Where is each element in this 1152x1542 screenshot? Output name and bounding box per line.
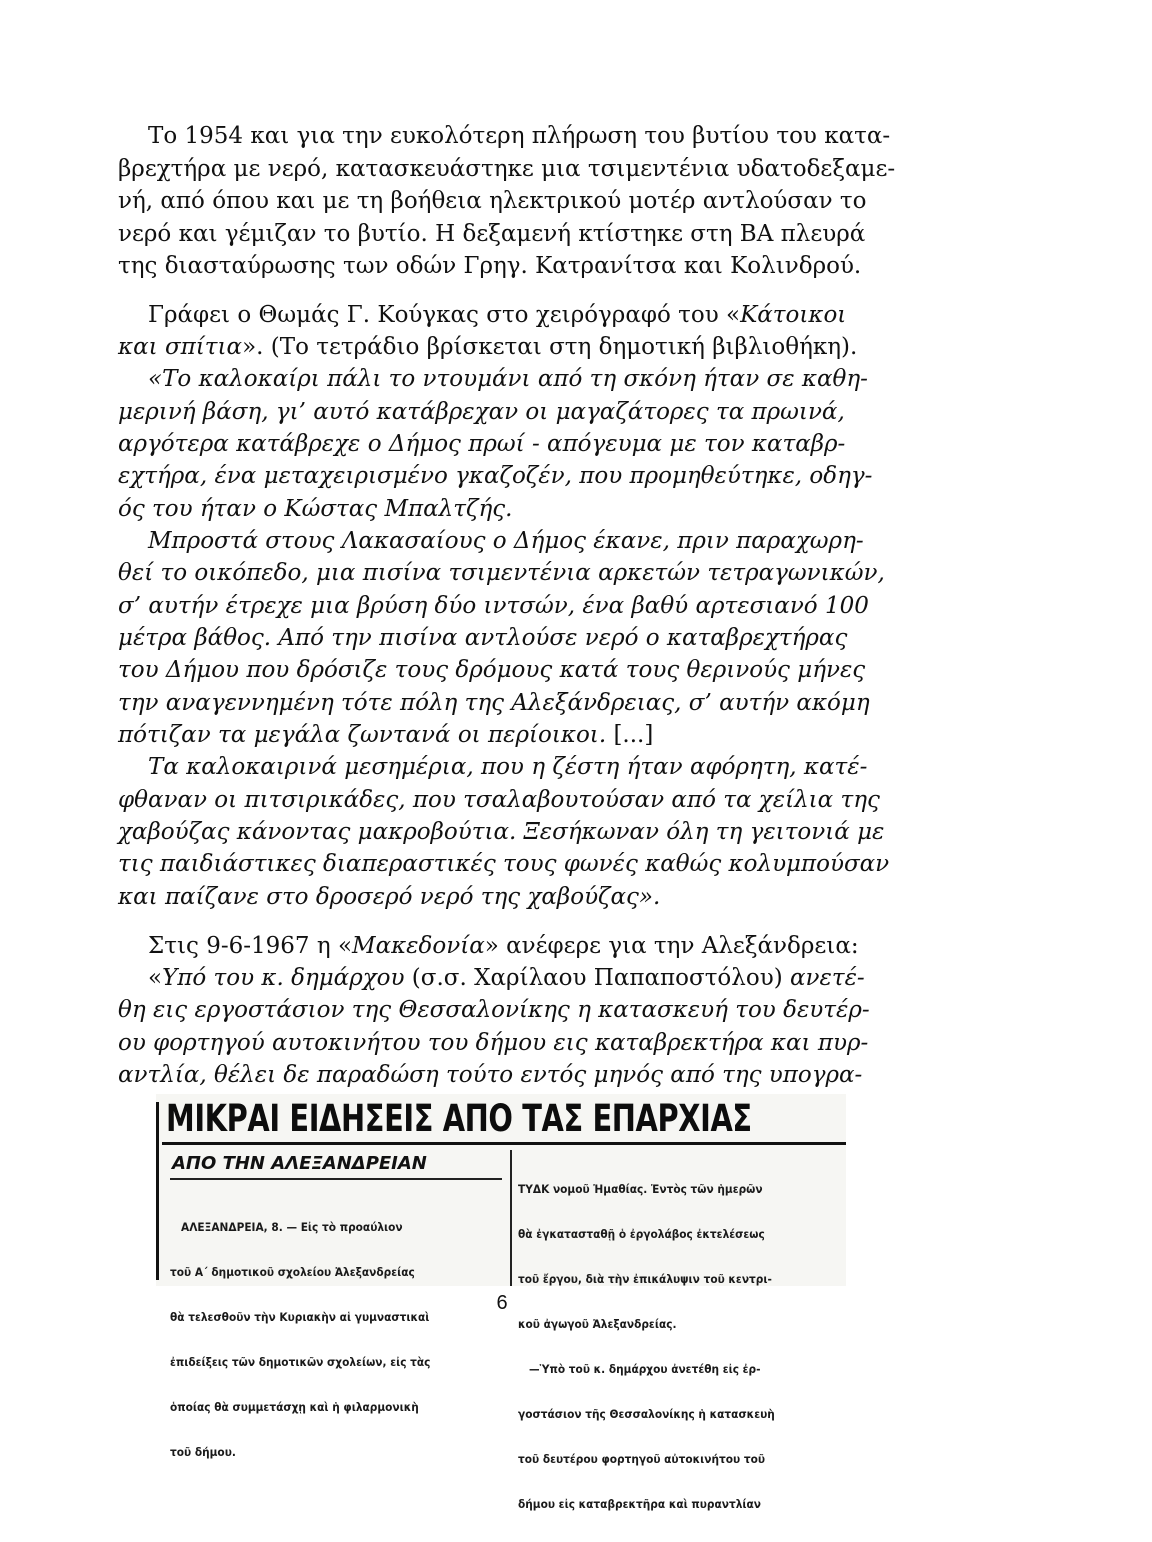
paragraph-1-line: νερό και γέμιζαν το βυτίο. Η δεξαμενή κτίστηκε στη ΒΑ πλευρά [118, 221, 866, 247]
clipping-column-divider [510, 1150, 512, 1286]
quote-1-line: την αναγεννημένη τότε πόλη της Αλεξάνδρειας, σ’ αυτήν ακόμη [118, 690, 870, 716]
clipping-line: τοῦ δήμου. [170, 1445, 236, 1459]
quote-1-line: εχτήρα, ένα μεταχειρισμένο γκαζοζέν, που προμηθεύτηκε, οδηγ- [118, 463, 873, 489]
clipping-line: ἐπιδείξεις τῶν δημοτικῶν σχολείων, εἰς τὰς [170, 1355, 431, 1369]
quote-2-text: « [148, 965, 163, 991]
quote-1-line: σ’ αυτήν έτρεχε μια βρύση δύο ιντσών, ένα βαθύ αρτεσιανό 100 [118, 593, 869, 619]
quote-1-line: θεί το οικόπεδο, μια πισίνα τσιμεντένια αρκετών τετραγωνικών, [118, 560, 885, 586]
quote-1-line: ός του ήταν ο Κώστας Μπαλτζής. [118, 496, 513, 522]
clipping-line: τοῦ Α΄ δημοτικοῦ σχολείου Ἀλεξανδρείας [170, 1265, 415, 1279]
paragraph-2-line [148, 299, 1152, 331]
quote-2-text: ανετέ- [789, 965, 865, 991]
paragraph-1-line: της διασταύρωσης των οδών Γρηγ. Κατρανίτσα και Κολινδρού. [118, 253, 862, 279]
quote-1-text: πότιζαν τα μεγάλα ζωντανά οι περίοικοι. [118, 722, 607, 748]
clipping-headline-rule [162, 1142, 846, 1145]
clipping-line: κοῦ ἀγωγοῦ Ἀλεξανδρείας. [518, 1317, 677, 1331]
paragraph-1-line: Το 1954 και για την ευκολότερη πλήρωση του βυτίου του κατα- [148, 123, 891, 149]
paragraph-3-line [148, 930, 1152, 962]
clipping-subhead: ΑΠΟ ΤΗΝ ΑΛΕΞΑΝΔΡΕΙΑΝ [172, 1153, 427, 1174]
quote-1-line: φθαναν οι πιτσιρικάδες, που τσαλαβουτούσαν από τα χείλια της [118, 787, 880, 813]
clipping-left-rule [156, 1102, 159, 1280]
newspaper-name: Μακεδονία [352, 933, 485, 959]
clipping-line: γοστάσιον τῆς Θεσσαλονίκης ἡ κατασκευὴ [518, 1407, 775, 1421]
paragraph-1-line: βρεχτήρα με νερό, κατασκευάστηκε μια τσιμεντένια υδατοδεξαμε- [118, 156, 896, 182]
quote-1-line: μερινή βάση, γι’ αυτό κατάβρεχαν οι μαγαζάτορες τα πρωινά, [118, 399, 845, 425]
book-title-part: και σπίτια [118, 334, 243, 360]
paragraph-2-text: ». (Το τετράδιο βρίσκεται στη δημοτική βιβλιοθήκη). [242, 334, 858, 360]
paragraph-1-line: νή, από όπου και με τη βοήθεια ηλεκτρικού μοτέρ αντλούσαν το [118, 188, 867, 214]
clipping-line: ὁποίας θὰ συμμετάσχῃ καὶ ἡ φιλαρμονικὴ [170, 1400, 419, 1414]
quote-1-line: χαβούζας κάνοντας μακροβούτια. Ξεσήκωναν όλη τη γειτονιά με [118, 819, 885, 845]
quote-2-line: ου φορτηγού αυτοκινήτου του δήμου εις καταβρεκτήρα και πυρ- [118, 1030, 869, 1056]
paragraph-3-text: Στις 9-6-1967 η « [148, 933, 353, 959]
clipping-subhead-rule [170, 1178, 502, 1180]
quote-2-line: θη εις εργοστάσιον της Θεσσαλονίκης η κατασκευή του δευτέρ- [118, 997, 870, 1023]
editor-note: (σ.σ. Χαρίλαου Παπαποστόλου) [404, 965, 790, 991]
quote-2-line [148, 962, 1152, 994]
clipping-line: τοῦ ἔργου, διὰ τὴν ἐπικάλυψιν τοῦ κεντρι- [518, 1272, 772, 1286]
page-number: 6 [496, 1292, 508, 1314]
clipping-left-column [170, 1190, 430, 1490]
paragraph-2-line [118, 331, 1122, 363]
quote-1-line: Μπροστά στους Λακασαίους ο Δήμος έκανε, πριν παραχωρη- [148, 528, 864, 554]
clipping-line: τοῦ δευτέρου φορτηγοῦ αὐτοκινήτου τοῦ [518, 1452, 766, 1466]
clipping-line: θὰ ἐγκατασταθῇ ὁ ἐργολάβος ἐκτελέσεως [518, 1227, 765, 1241]
clipping-line: δήμου εἰς καταβρεκτῆρα καὶ πυραντλίαν [518, 1497, 762, 1511]
clipping-right-column [518, 1152, 775, 1542]
ellipsis-mark: [...] [606, 722, 654, 748]
quote-1-line: μέτρα βάθος. Από την πισίνα αντλούσε νερό ο καταβρεχτήρας [118, 625, 848, 651]
paragraph-2-text: Γράφει ο Θωμάς Γ. Κούγκας στο χειρόγραφό του « [148, 302, 741, 328]
quote-1-line: Τα καλοκαιρινά μεσημέρια, που η ζέστη ήταν αφόρητη, κατέ- [148, 754, 868, 780]
book-title-part: Κάτοικοι [740, 302, 847, 328]
quote-1-line [118, 719, 1122, 751]
quote-2-line: αντλία, θέλει δε παραδώση τούτο εντός μηνός από της υπογρα- [118, 1062, 863, 1088]
clipping-line: —Ὑπὸ τοῦ κ. δημάρχου ἀνετέθη εἰς ἐρ- [518, 1362, 761, 1376]
quote-2-text: Υπό του κ. δημάρχου [162, 965, 405, 991]
quote-1-line: και παίζανε στο δροσερό νερό της χαβούζας». [118, 884, 661, 910]
quote-1-line: τις παιδιάστικες διαπεραστικές τους φωνές καθώς κολυμπούσαν [118, 851, 890, 877]
clipping-line: ΑΛΕΞΑΝΔΡΕΙΑ, 8. — Εἰς τὸ προαύλιον [170, 1220, 403, 1234]
clipping-line: θὰ τελεσθοῦν τὴν Κυριακὴν αἱ γυμναστικαὶ [170, 1310, 430, 1324]
clipping-line: ΤΥΔΚ νομοῦ Ἠμαθίας. Ἐντὸς τῶν ἡμερῶν [518, 1182, 763, 1196]
quote-1-line: του Δήμου που δρόσιζε τους δρόμους κατά τους θερινούς μήνες [118, 657, 866, 683]
clipping-headline: ΜΙΚΡΑΙ ΕΙΔΗΣΕΙΣ ΑΠΟ ΤΑΣ ΕΠΑΡΧΙΑΣ [166, 1097, 752, 1140]
quote-1-line: αργότερα κατάβρεχε ο Δήμος πρωί - απόγευμα με τον καταβρ- [118, 431, 846, 457]
quote-1-line: «Το καλοκαίρι πάλι το ντουμάνι από τη σκόνη ήταν σε καθη- [148, 366, 868, 392]
newspaper-clipping [156, 1094, 846, 1511]
paragraph-3-text: » ανέφερε για την Αλεξάνδρεια: [484, 933, 859, 959]
